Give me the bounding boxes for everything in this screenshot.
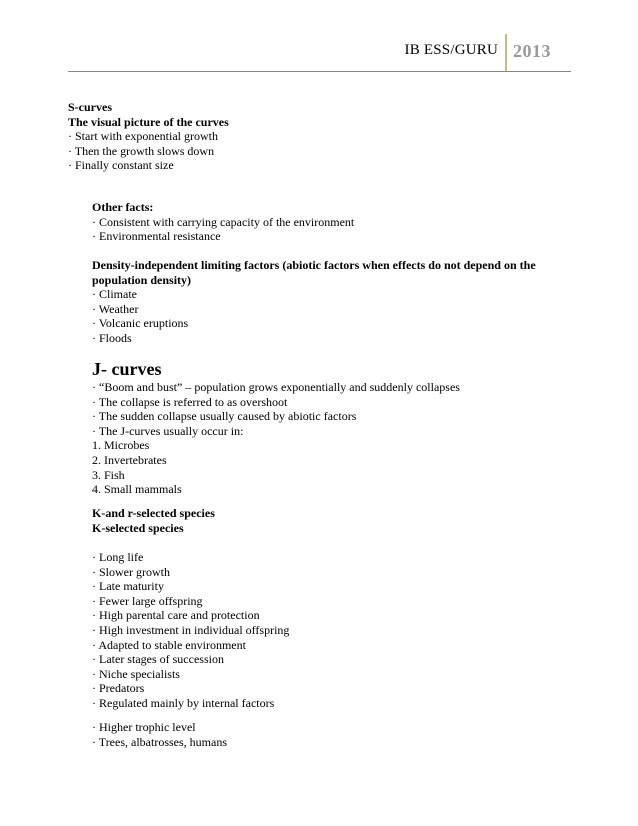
list-item: · “Boom and bust” – population grows exponentially and suddenly collapses bbox=[92, 380, 460, 394]
list-item: 4. Small mammals bbox=[92, 482, 182, 497]
k-selected-list bbox=[92, 550, 570, 711]
s-curves-section bbox=[68, 100, 568, 173]
header-year: 2013 bbox=[513, 41, 551, 61]
list-item: · Adapted to stable environment bbox=[92, 637, 246, 652]
k-r-section bbox=[92, 506, 570, 535]
list-item: 2. Invertebrates bbox=[92, 452, 167, 467]
list-item: · Higher trophic level bbox=[92, 720, 196, 734]
s-curves-heading: S-curves bbox=[68, 100, 112, 114]
density-section bbox=[92, 258, 570, 346]
list-item: · The sudden collapse usually caused by abiotic factors bbox=[92, 409, 357, 424]
list-item: · Floods bbox=[92, 330, 132, 345]
list-item: 1. Microbes bbox=[92, 438, 150, 453]
list-item: · Weather bbox=[92, 301, 139, 316]
list-item: · Trees, albatrosses, humans bbox=[92, 734, 227, 749]
list-item: · Start with exponential growth bbox=[68, 129, 218, 144]
list-item: · Environmental resistance bbox=[92, 229, 221, 244]
page-header bbox=[0, 34, 638, 74]
header-rule bbox=[68, 71, 571, 72]
list-item: · Long life bbox=[92, 550, 144, 564]
k-selected-list-2 bbox=[92, 720, 570, 749]
list-item: · Finally constant size bbox=[68, 158, 174, 173]
list-item: · Fewer large offspring bbox=[92, 593, 203, 608]
j-curves-section bbox=[92, 358, 570, 497]
k-selected-heading: K-selected species bbox=[92, 520, 184, 535]
list-item: · High investment in individual offspring bbox=[92, 622, 290, 637]
j-curves-heading: J- curves bbox=[92, 359, 162, 379]
density-heading: Density-independent limiting factors (abiotic factors when effects do not depend on the population density) bbox=[92, 258, 536, 287]
list-item: · Climate bbox=[92, 287, 137, 302]
list-item: 3. Fish bbox=[92, 467, 125, 482]
header-divider bbox=[505, 34, 507, 71]
list-item: · Niche specialists bbox=[92, 666, 180, 681]
other-facts-section bbox=[92, 200, 570, 244]
list-item: · High parental care and protection bbox=[92, 608, 260, 623]
list-item: · Then the growth slows down bbox=[68, 143, 215, 158]
list-item: · Slower growth bbox=[92, 564, 170, 579]
list-item: · Volcanic eruptions bbox=[92, 316, 189, 331]
list-item: · Late maturity bbox=[92, 579, 164, 594]
list-item: · Later stages of succession bbox=[92, 652, 224, 667]
list-item: · Predators bbox=[92, 681, 145, 696]
list-item: · The J-curves usually occur in: bbox=[92, 423, 244, 438]
list-item: · The collapse is referred to as overshoot bbox=[92, 394, 288, 409]
list-item: · Consistent with carrying capacity of the environment bbox=[92, 214, 355, 229]
k-r-heading: K-and r-selected species bbox=[92, 506, 215, 520]
other-facts-heading: Other facts: bbox=[92, 200, 154, 214]
s-curves-subheading: The visual picture of the curves bbox=[68, 114, 229, 129]
header-title: IB ESS/GURU bbox=[404, 42, 498, 58]
list-item: · Regulated mainly by internal factors bbox=[92, 695, 275, 710]
